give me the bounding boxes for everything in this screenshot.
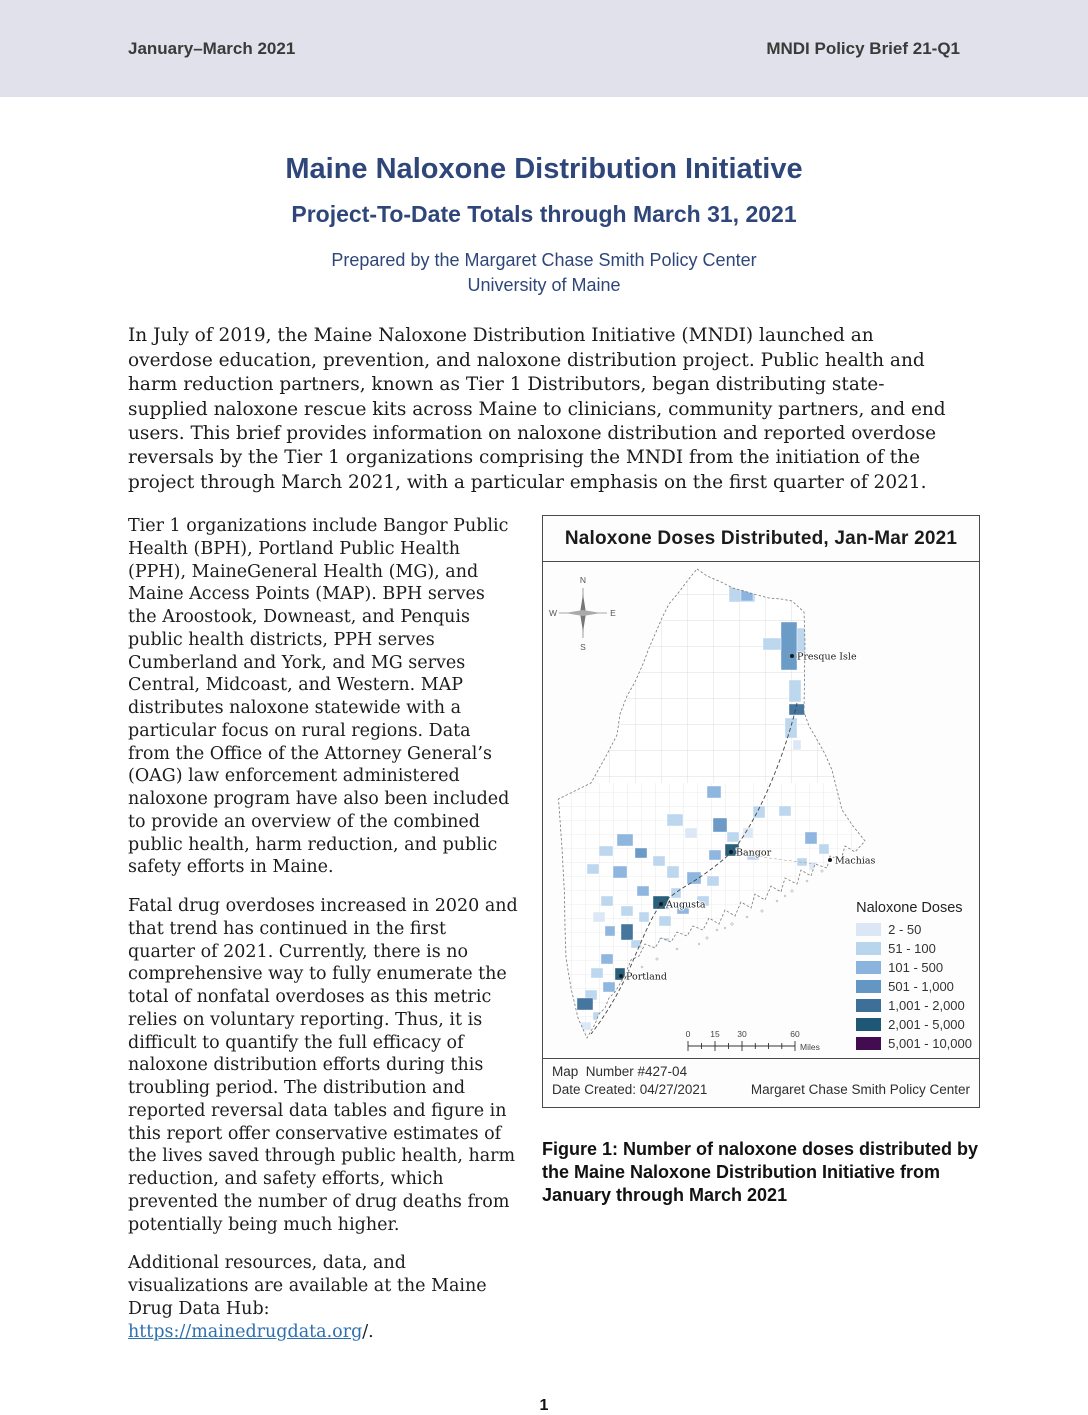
legend-row: [856, 941, 972, 956]
right-column: [542, 515, 980, 1359]
town-patch: [805, 832, 817, 844]
resources-paragraph: [128, 1252, 518, 1343]
town-patch: [645, 948, 655, 956]
town-patch: [601, 954, 613, 964]
town-patch: [709, 850, 721, 860]
city-label: Bangor: [736, 847, 772, 859]
city-dot: [659, 902, 663, 906]
compass-s: S: [580, 642, 586, 653]
page-subtitle: Project-To-Date Totals through March 31, 2021: [291, 201, 797, 227]
city-dot: [828, 858, 832, 862]
resources-text: Additional resources, data, and visualizations are available at the Maine Drug Data Hub:: [128, 1253, 487, 1319]
legend-swatch: [856, 923, 881, 936]
town-patch: [793, 740, 801, 750]
legend-row: [856, 1036, 972, 1051]
city-dot: [619, 974, 623, 978]
map-footer-credit: Margaret Chase Smith Policy Center: [750, 1082, 970, 1098]
figure-caption: Figure 1: Number of naloxone doses distributed by the Maine Naloxone Distribution Initiative from January through March 2021: [542, 1138, 979, 1206]
legend-title: Naloxone Doses: [856, 900, 963, 917]
town-patch: [727, 832, 739, 842]
compass-e: E: [610, 608, 616, 619]
town-patch: [653, 856, 665, 866]
map-figure: [542, 515, 980, 1107]
fatal-overdoses-paragraph: Fatal drug overdoses increased in 2020 and that trend has continued in the first quarter of 2021. Currently, there is no comprehensive way to fully enumerate the total of nonfatal overdoses as this metric relies on voluntary reporting. Thus, it is difficult to quantify the full efficacy of naloxone distribution efforts during this troubling period. The distribution and reported reversal data tables and figure in this report offer conservative estimates of the lives saved through public health, harm reduction, and safety efforts, which prevented the number of drug deaths from potentially being much higher.: [128, 896, 518, 1235]
left-column: [128, 515, 518, 1359]
legend-swatch: [856, 980, 881, 993]
map-number: Map Number #427-04: [552, 1064, 688, 1080]
town-patch: [599, 846, 613, 856]
prepared-by: [0, 248, 1088, 298]
map-footer: [543, 1058, 979, 1106]
legend-swatch: [856, 942, 881, 955]
prepared-line1: Prepared by the Margaret Chase Smith Policy Center: [331, 250, 757, 270]
town-patch: [781, 622, 797, 670]
town-patch: [743, 828, 753, 838]
prepared-line2: University of Maine: [467, 275, 621, 296]
legend-row: [856, 998, 972, 1013]
town-patch: [713, 818, 727, 832]
map-date-created: Date Created: 04/27/2021: [552, 1082, 708, 1098]
legend-swatch: [856, 1037, 881, 1050]
scale-unit: Miles: [800, 1042, 820, 1053]
scale-tick-label: 60: [790, 1029, 800, 1040]
town-patch: [591, 968, 603, 978]
town-patch: [603, 982, 615, 992]
town-patch: [621, 924, 633, 940]
map-footer-left: [552, 1063, 707, 1099]
town-patch: [601, 896, 613, 906]
scale-tick-label: 30: [737, 1029, 747, 1040]
city-label: Machias: [835, 855, 876, 867]
town-patch: [819, 844, 829, 854]
title-block: [0, 153, 1088, 298]
town-patch: [593, 912, 605, 922]
town-patch: [637, 886, 649, 896]
legend-swatch: [856, 961, 881, 974]
page-title: Maine Naloxone Distribution Initiative: [285, 153, 803, 185]
header-period: January–March 2021: [128, 38, 296, 58]
town-patch: [631, 940, 641, 948]
header-brief-id: MNDI Policy Brief 21-Q1: [766, 38, 960, 58]
town-patch: [639, 912, 649, 922]
town-patch: [779, 806, 791, 816]
legend-class-label: 2,001 - 5,000: [888, 1017, 965, 1033]
town-patch: [587, 864, 599, 874]
town-patch: [659, 938, 669, 948]
city-label: Portland: [626, 971, 667, 983]
legend-class-label: 101 - 500: [888, 960, 944, 976]
intro-paragraph: In July of 2019, the Maine Naloxone Distribution Initiative (MNDI) launched an overdose education, prevention, and naloxone distribution project. Public health and harm reduction partners, known as Tier 1 Distributors, began distributing state-supplied naloxone rescue kits across Maine to clinicians, community partners, and end users. This brief provides information on naloxone distribution and reported overdose reversals by the Tier 1 organizations comprising the MNDI from the initiation of the project through March 2021, with a particular emphasis on the first quarter of 2021.: [128, 325, 946, 493]
legend-row: [856, 1017, 972, 1032]
town-patch: [659, 916, 671, 926]
town-patch: [707, 786, 721, 798]
town-patch: [789, 680, 801, 702]
scale-labels: [686, 1029, 800, 1039]
town-patch: [621, 906, 633, 916]
scale-bar: [686, 1029, 820, 1052]
page-number: 1: [539, 1397, 549, 1415]
city-dot: [790, 654, 794, 658]
city-label: Presque Isle: [797, 651, 857, 663]
legend-class-label: 1,001 - 2,000: [888, 998, 965, 1014]
map-legend-rows: [856, 922, 972, 1051]
map-legend: [856, 900, 972, 1055]
town-patch: [635, 848, 647, 858]
tier1-paragraph: Tier 1 organizations include Bangor Public Health (BPH), Portland Public Health (PPH), MaineGeneral Health (MG), and Maine Access Points (MAP). BPH serves the Aroostook, Downeast, and Penquis public health districts, PPH serves Cumberland and York, and MG serves Central, Midcoast, and Western. MAP distributes naloxone statewide with a particular focus on rural regions. Data from the Office of the Attorney General’s (OAG) law enforcement administered naloxone program have also been included to provide an overview of the combined public health, harm reduction, and public safety efforts in Maine.: [128, 516, 510, 878]
town-patch: [797, 858, 807, 866]
legend-row: [856, 979, 972, 994]
page-header-band: [0, 0, 1088, 97]
town-patch: [617, 834, 633, 846]
legend-swatch: [856, 1018, 881, 1031]
legend-row: [856, 960, 972, 975]
town-patch: [615, 968, 625, 980]
city-label: Augusta: [666, 899, 706, 911]
town-patch: [789, 704, 805, 715]
town-patch: [613, 866, 627, 878]
legend-row: [856, 922, 972, 937]
maine-map-group: [557, 568, 877, 1058]
town-patch: [685, 828, 697, 838]
compass-n: N: [579, 575, 587, 586]
scale-tick-label: 0: [685, 1029, 691, 1040]
compass-rose: [549, 575, 616, 652]
town-patch: [581, 1022, 591, 1030]
town-patch: [667, 866, 679, 878]
city-dot: [729, 850, 733, 854]
legend-class-label: 5,001 - 10,000: [888, 1036, 972, 1052]
town-patch: [785, 718, 797, 738]
town-patch: [667, 814, 683, 826]
town-patch: [741, 588, 753, 601]
legend-class-label: 2 - 50: [888, 922, 922, 938]
two-column-layout: [128, 515, 980, 1359]
town-patch: [671, 888, 681, 898]
town-patch: [763, 638, 781, 650]
town-patch: [577, 998, 593, 1010]
legend-class-label: 501 - 1,000: [888, 979, 954, 995]
town-patch: [707, 876, 719, 886]
resources-text-end: /.: [362, 1321, 374, 1342]
compass-w: W: [548, 608, 558, 619]
town-patch: [605, 926, 615, 936]
legend-class-label: 51 - 100: [888, 941, 936, 957]
scale-tick-label: 15: [710, 1029, 720, 1040]
town-patch: [687, 872, 701, 884]
mainedrugdata-link[interactable]: https://mainedrugdata.org: [128, 1321, 363, 1342]
town-patch: [593, 1012, 603, 1020]
map-area: [543, 562, 979, 1058]
map-title: Naloxone Doses Distributed, Jan-Mar 2021: [543, 516, 979, 562]
legend-swatch: [856, 999, 881, 1012]
